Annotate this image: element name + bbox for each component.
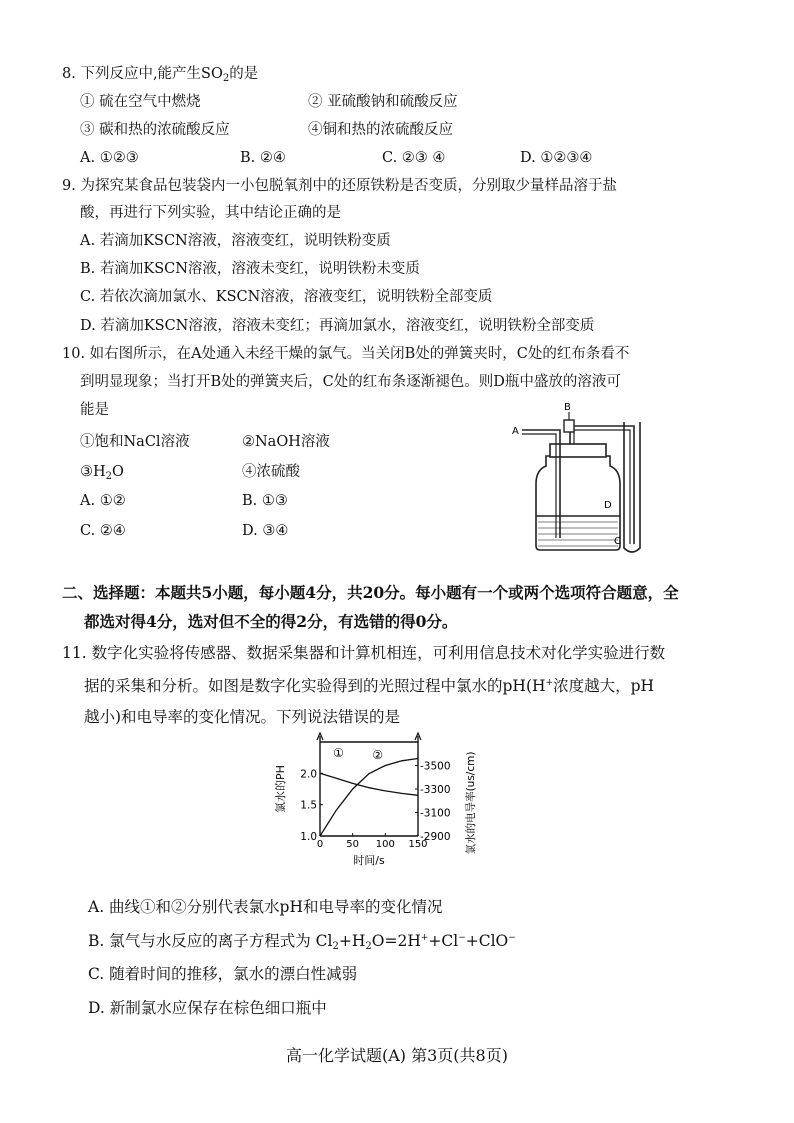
q8-item-4: ④铜和热的浓硫酸反应 [308,122,453,138]
series-line-1 [320,759,418,837]
q11-option-b: B. 氯气与水反应的离子方程式为 $Cl_2+H_2O=2H^++Cl^-+ClO^-$ [88,932,516,952]
label-a: A [512,426,519,437]
series-line-2 [320,773,418,795]
y-left-tick-label: 1.5 [300,799,317,812]
q8-item-2: ② 亚硫酸钠和硫酸反应 [308,94,458,110]
q10-stem-line3: 能是 [80,402,109,418]
q10-stem-line2: 到明显现象；当打开B处的弹簧夹后，C处的红布条逐渐褪色。则D瓶中盛放的溶液可 [80,374,621,390]
q10-option-d: D. ③④ [242,523,289,539]
q8-option-d: D. ①②③④ [520,150,593,166]
q10-item-3: $③H_2O$ [80,464,124,482]
page-footer: 高一化学试题(A) 第3页(共8页) [286,1046,508,1065]
x-tick-label: 0 [316,839,324,850]
spring-clip-b [564,420,574,432]
q9-option-d: D. 若滴加KSCN溶液，溶液未变红；再滴加氯水，溶液变红，说明铁粉全部变质 [80,318,595,334]
y-left-tick-label: 1.0 [300,831,317,843]
y-right-tick-label: -3500 [420,760,451,773]
gas-washing-apparatus-figure [508,398,668,554]
q11-stem-line1: 11. 数字化实验将传感器、数据采集器和计算机相连，可利用信息技术对化学实验进行数 [62,644,666,662]
ph-conductivity-chart [268,728,488,884]
x-axis-label: 时间/s [353,854,385,867]
bottle-stopper [550,444,606,457]
y-right-tick-label: -3100 [420,807,451,820]
q11-stem-line2: 据的采集和分析。如图是数字化实验得到的光照过程中氯水的pH(H+浓度越大，pH [84,677,655,695]
x-tick-label: 150 [408,839,428,850]
q11-option-d: D. 新制氯水应保存在棕色细口瓶中 [88,999,327,1017]
q9-stem-line2: 酸，再进行下列实验，其中结论正确的是 [80,205,341,221]
y-left-axis-label: 氯水的PH [274,765,287,813]
q8-option-c: C. ②③ ④ [382,150,446,166]
q8-item-1: ① 硫在空气中燃烧 [80,94,201,110]
series-label-1: ① [333,746,344,760]
series-label-2: ② [372,748,384,762]
q10-option-b: B. ①③ [242,493,288,509]
label-d: D [604,500,612,511]
q11-option-c: C. 随着时间的推移，氯水的漂白性减弱 [88,965,358,983]
x-tick-label: 100 [375,839,395,850]
q8-stem: 8. 下列反应中,能产生$SO_2$的是 [62,66,259,84]
q10-item-4: ④浓硫酸 [242,464,300,480]
q11-stem-line3: 越小)和电导率的变化情况。下列说法错误的是 [84,708,401,726]
q11-option-a: A. 曲线①和②分别代表氯水pH和电导率的变化情况 [88,898,443,916]
section2-heading-line1: 二、选择题：本题共5小题，每小题4分，共20分。每小题有一个或两个选项符合题意，全 [62,583,679,602]
label-b: B [564,402,571,413]
y-left-tick-label: 2.0 [300,768,317,781]
q10-option-a: A. ①② [80,493,126,509]
x-tick-label: 50 [346,839,360,850]
y-right-tick-label: -2900 [420,831,451,843]
q10-option-c: C. ②④ [80,523,126,539]
test-tube-c [624,422,640,552]
label-c: C [614,536,621,547]
q8-item-3: ③ 碳和热的浓硫酸反应 [80,122,230,138]
q9-option-a: A. 若滴加KSCN溶液，溶液变红，说明铁粉变质 [80,233,391,249]
y-right-tick-label: -3300 [420,784,451,796]
q8-option-a: A. ①②③ [80,150,139,166]
q9-option-c: C. 若依次滴加氯水、KSCN溶液，溶液变红，说明铁粉全部变质 [80,289,493,305]
q10-item-1: ①饱和NaCl溶液 [80,434,190,450]
q9-stem-line1: 9. 为探究某食品包装袋内一小包脱氧剂中的还原铁粉是否变质，分别取少量样品溶于盐 [62,178,617,194]
q9-option-b: B. 若滴加KSCN溶液，溶液未变红，说明铁粉未变质 [80,261,420,277]
section2-heading-line2: 都选对得4分，选对但不全的得2分，有选错的得0分。 [84,612,458,631]
q8-option-b: B. ②④ [240,150,286,166]
q10-item-2: ②NaOH溶液 [242,434,330,450]
y-right-axis-label: 氯水的电导率(us/cm) [465,751,477,855]
q10-stem-line1: 10. 如右图所示，在A处通入未经干燥的氯气。当关闭B处的弹簧夹时，C处的红布条看不 [62,346,630,362]
